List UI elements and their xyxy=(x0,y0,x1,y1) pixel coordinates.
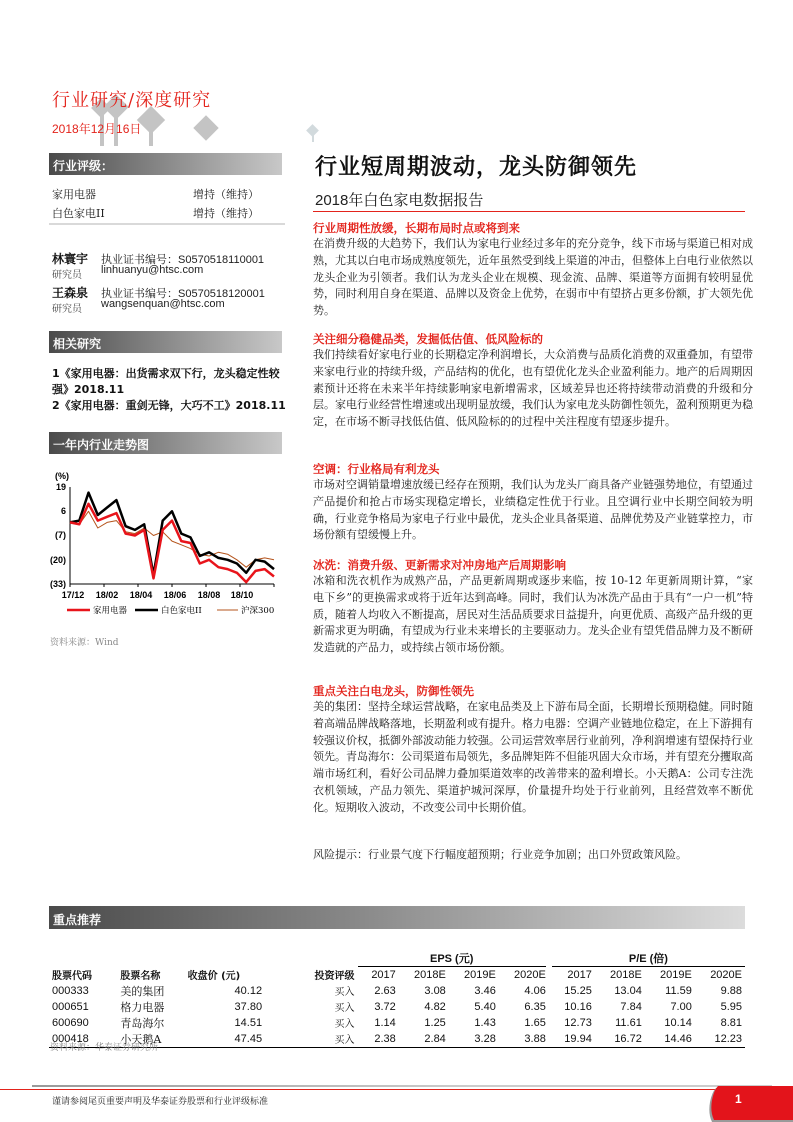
eps-value: 5.40 xyxy=(474,1000,496,1013)
stock-name: 小天鹅A xyxy=(117,1031,184,1048)
rating-item-value: 增持（维持） xyxy=(193,188,259,201)
col-pe-year: 2019E xyxy=(660,968,692,981)
x-tick: 18/02 xyxy=(95,590,119,600)
legend-label: 家用电器 xyxy=(93,606,128,616)
col-pe-year: 2017 xyxy=(567,968,592,981)
eps-value: 2.84 xyxy=(399,1031,449,1048)
pe-value: 12.73 xyxy=(564,1016,592,1029)
pe-group-header: P/E (倍) xyxy=(549,950,745,967)
pe-value: 13.04 xyxy=(614,984,642,997)
analyst-email-link[interactable]: linhuanyu@htsc.com xyxy=(101,264,204,276)
report-date: 2018年12月16日 xyxy=(52,122,142,136)
x-tick: 18/10 xyxy=(230,590,254,600)
stock-name: 美的集团 xyxy=(120,984,165,998)
pe-value: 11.61 xyxy=(615,1016,642,1029)
decor-diamond-icon xyxy=(306,124,319,137)
table-source: 资料来源：华泰证券研究所 xyxy=(50,1043,159,1053)
section-heading: 关注细分稳健品类，发掘低估值、低风险标的 xyxy=(313,332,543,346)
stock-code: 000418 xyxy=(49,1031,117,1048)
rating-section-title: 行业评级： xyxy=(49,153,282,175)
section-valuation xyxy=(313,332,753,431)
cert-label: 执业证书编号： xyxy=(101,253,178,266)
report-title: 行业短周期波动，龙头防御领先 xyxy=(315,155,638,180)
stock-code: 000651 xyxy=(52,1000,89,1013)
title-underline xyxy=(313,211,745,212)
divider xyxy=(49,223,285,225)
pe-value: 11.59 xyxy=(665,984,692,997)
section-fridge-washer xyxy=(313,558,753,657)
y-axis-ticks xyxy=(50,482,66,589)
col-rating: 投资评级 xyxy=(314,971,355,982)
close-price: 14.51 xyxy=(234,1016,263,1029)
series-line xyxy=(70,493,274,575)
section-heading: 重点关注白电龙头，防御性领先 xyxy=(313,684,474,698)
col-eps-year: 2020E xyxy=(514,968,546,981)
page-number-tab xyxy=(704,1084,793,1122)
analyst-email-link[interactable]: wangsenquan@htsc.com xyxy=(101,298,225,310)
pe-value: 7.84 xyxy=(620,1000,642,1013)
cert-label: 执业证书编号： xyxy=(101,287,178,300)
investment-rating: 买入 xyxy=(334,1003,355,1014)
x-axis-ticks xyxy=(62,590,254,600)
close-price: 47.45 xyxy=(185,1031,265,1048)
investment-rating: 买入 xyxy=(265,1031,357,1048)
pe-value: 7.00 xyxy=(670,1000,692,1013)
eps-value: 3.72 xyxy=(374,1000,396,1013)
stock-code: 000333 xyxy=(52,984,89,997)
eps-value: 3.88 xyxy=(499,1031,549,1048)
x-tick: 17/12 xyxy=(61,590,85,600)
col-eps-year: 2018E xyxy=(414,968,446,981)
analyst-name: 王森泉 xyxy=(52,286,89,300)
recommend-section-title: 重点推荐 xyxy=(49,906,745,929)
col-name: 股票名称 xyxy=(120,971,161,982)
pe-value: 5.95 xyxy=(720,1000,742,1013)
eps-group-header: EPS (元) xyxy=(358,950,549,967)
pe-value: 10.14 xyxy=(664,1016,692,1029)
y-tick: (7) xyxy=(55,530,66,540)
col-pe-year: 2020E xyxy=(710,968,742,981)
decor-diamond-icon xyxy=(193,115,218,140)
eps-value: 1.65 xyxy=(524,1016,546,1029)
x-tick: 18/06 xyxy=(163,590,187,600)
pe-value: 10.16 xyxy=(564,1000,592,1013)
report-category: 行业研究/深度研究 xyxy=(52,90,212,111)
stock-name: 格力电器 xyxy=(120,1000,165,1014)
col-eps-year: 2017 xyxy=(371,968,396,981)
col-pe-year: 2018E xyxy=(610,968,642,981)
rating-item-name: 白色家电II xyxy=(52,207,105,220)
x-tick: 18/08 xyxy=(197,590,221,600)
footer-rule xyxy=(32,1085,472,1087)
table-header xyxy=(49,967,745,983)
section-heading: 冰洗：消费升级、更新需求对冲房地产后周期影响 xyxy=(313,558,566,572)
line-chart xyxy=(45,468,285,618)
eps-value: 6.35 xyxy=(524,1000,546,1013)
y-tick: (20) xyxy=(49,555,66,565)
eps-value: 3.46 xyxy=(474,984,496,997)
legend-label: 沪深300 xyxy=(241,606,275,616)
footer-red-rule xyxy=(0,1089,793,1090)
section-heading: 行业周期性放缓，长期布局时点或将到来 xyxy=(313,221,520,235)
rating-item-value: 增持（维持） xyxy=(193,207,259,220)
table-row xyxy=(49,1015,745,1031)
col-price: 收盘价 (元) xyxy=(187,971,241,982)
table-group-header xyxy=(49,950,745,967)
analyst-role: 研究员 xyxy=(52,270,82,281)
rating-item-name: 家用电器 xyxy=(52,188,96,201)
section-body: 冰箱和洗衣机作为成熟产品，产品更新周期或逐步来临，按 10-12 年更新周期计算，“家电下乡”的更换需求或将于近年达到高峰。同时，我们认为冰洗产品由于具有“一户一机”特质，随着人均收入不断提高，居民对生活品质要求日益提升，向更优质、高级产品升级的更新需求更为明确，有望成为行业未来增长的主要驱动力。龙头企业有望凭借品牌力及不断研发造就的产品力，或持续占领市场份额。 xyxy=(313,574,753,655)
eps-value: 1.43 xyxy=(474,1016,496,1029)
cert-number: S0570518120001 xyxy=(178,288,265,300)
pe-value: 15.25 xyxy=(564,984,592,997)
x-tick: 18/04 xyxy=(129,590,153,600)
chart-source: 资料来源：Wind xyxy=(50,638,119,648)
pe-value: 19.94 xyxy=(549,1031,595,1048)
pe-value: 14.46 xyxy=(645,1031,695,1048)
recommend-table xyxy=(49,950,745,1048)
eps-value: 1.25 xyxy=(424,1016,446,1029)
pe-value: 8.81 xyxy=(720,1016,742,1029)
y-tick: (33) xyxy=(49,579,66,589)
section-heading: 空调：行业格局有利龙头 xyxy=(313,462,440,476)
analyst-name: 林寰宇 xyxy=(52,252,89,266)
legend-label: 白色家电II xyxy=(161,606,202,616)
eps-value: 3.08 xyxy=(424,984,446,997)
section-cycle xyxy=(313,221,753,320)
analyst-role: 研究员 xyxy=(52,304,82,315)
disclaimer-note: 谨请参阅尾页重要声明及华泰证券股票和行业评级标准 xyxy=(52,1097,269,1107)
chart-legend xyxy=(67,605,274,616)
stock-code: 600690 xyxy=(52,1016,89,1029)
stock-name: 青岛海尔 xyxy=(120,1016,165,1030)
related-report-link[interactable]: 1《家用电器：出货需求双下行，龙头稳定性较强》2018.11 xyxy=(52,367,280,396)
eps-value: 4.82 xyxy=(424,1000,446,1013)
close-price: 37.80 xyxy=(234,1000,263,1013)
pe-value: 12.23 xyxy=(695,1031,745,1048)
subtitle-year: 2018 xyxy=(315,192,349,209)
col-code: 股票代码 xyxy=(52,971,92,982)
cert-number: S0570518110001 xyxy=(178,254,265,266)
eps-value: 3.28 xyxy=(449,1031,499,1048)
eps-value: 4.06 xyxy=(524,984,546,997)
risk-warning: 风险提示：行业景气度下行幅度超预期；行业竞争加剧；出口外贸政策风险。 xyxy=(313,848,687,861)
subtitle-text: 年白色家电数据报告 xyxy=(348,191,484,209)
eps-value: 2.38 xyxy=(358,1031,399,1048)
section-body: 我们持续看好家电行业的长期稳定净利润增长，大众消费与品质化消费的双重叠加，有望带来家电行业的持续升级，产品结构的优化，也有望优化龙头企业盈利能力。地产的后周期因素预计还将在未来半年持续影响家电新增需求，区域差异也还将持续带动消费的升级和分层。家电行业经营性增速或出现明显放缓，我们认为家电龙头防御性领先，盈利预期更为稳定，在市场不断寻找低估值、低风险标的的过程中关注程度有望逐步提升。 xyxy=(313,348,753,429)
eps-value: 1.14 xyxy=(374,1016,396,1029)
investment-rating: 买入 xyxy=(334,987,355,998)
report-subtitle xyxy=(315,189,483,210)
trend-section-title: 一年内行业走势图 xyxy=(49,432,282,454)
industry-trend-chart xyxy=(45,468,285,618)
section-air-conditioning xyxy=(313,462,753,544)
page-number: 1 xyxy=(735,1092,742,1106)
pe-value: 9.88 xyxy=(720,984,742,997)
section-body: 美的集团：坚持全球运营战略，在家电品类及上下游布局全面，长期增长预期稳健。同时随着高端品牌战略落地，长期盈利或有提升。格力电器：空调产业链地位稳定，在上下游拥有较强议价权，抵御外部波动能力较强。公司运营效率居行业前列，净利润增速有望保持行业领先。青岛海尔：公司渠道布局领先，多品牌矩阵不但能巩固大众市场，并有望充分攫取高端市场红利，看好公司品牌力叠加渠道效率的改善带来的盈利增长。小天鹅A：公司专注洗衣机领域，产品力领先、渠道护城河深厚，价量提升均处于行业前列，且经营效率不断优化。短期收入波动，不改变公司中长期价值。 xyxy=(313,700,753,814)
eps-value: 2.63 xyxy=(374,984,396,997)
section-leaders xyxy=(313,684,753,817)
section-body: 在消费升级的大趋势下，我们认为家电行业经过多年的充分竞争，线下市场与渠道已相对成熟，尤其以白电市场成熟度领先，近年虽然受到线上渠道的冲击，但整体上白电行业依然以龙头企业为引领者。我们认为龙头企业在规模、现金流、品牌、渠道等方面拥有较明显优势，同时利用自身在渠道、品牌以及资金上优势，在弱市中有望挤占更多份额，扩大领先优势。 xyxy=(313,237,753,318)
section-body: 市场对空调销量增速放缓已经存在预期，我们认为龙头厂商具备产业链强势地位，有望通过产品提价和抢占市场实现稳定增长，业绩稳定性优于行业。且空调行业中长期空间较为明确，行业竞争格局为家电子行业中最优，龙头企业具备渠道、品牌优势及产业链掌控力，市场份额有望缓慢上升。 xyxy=(313,478,753,542)
investment-rating: 买入 xyxy=(334,1019,355,1030)
close-price: 40.12 xyxy=(234,984,263,997)
table-row xyxy=(49,983,745,999)
pe-value: 16.72 xyxy=(595,1031,645,1048)
related-section-title: 相关研究 xyxy=(49,331,282,353)
col-eps-year: 2019E xyxy=(464,968,496,981)
table-row xyxy=(49,999,745,1015)
y-axis-unit: (%) xyxy=(55,471,69,481)
y-tick: 19 xyxy=(55,482,66,492)
chart-series xyxy=(70,493,274,582)
y-tick: 6 xyxy=(60,506,66,516)
related-report-link[interactable]: 2《家用电器：重剑无锋，大巧不工》2018.11 xyxy=(52,399,286,412)
